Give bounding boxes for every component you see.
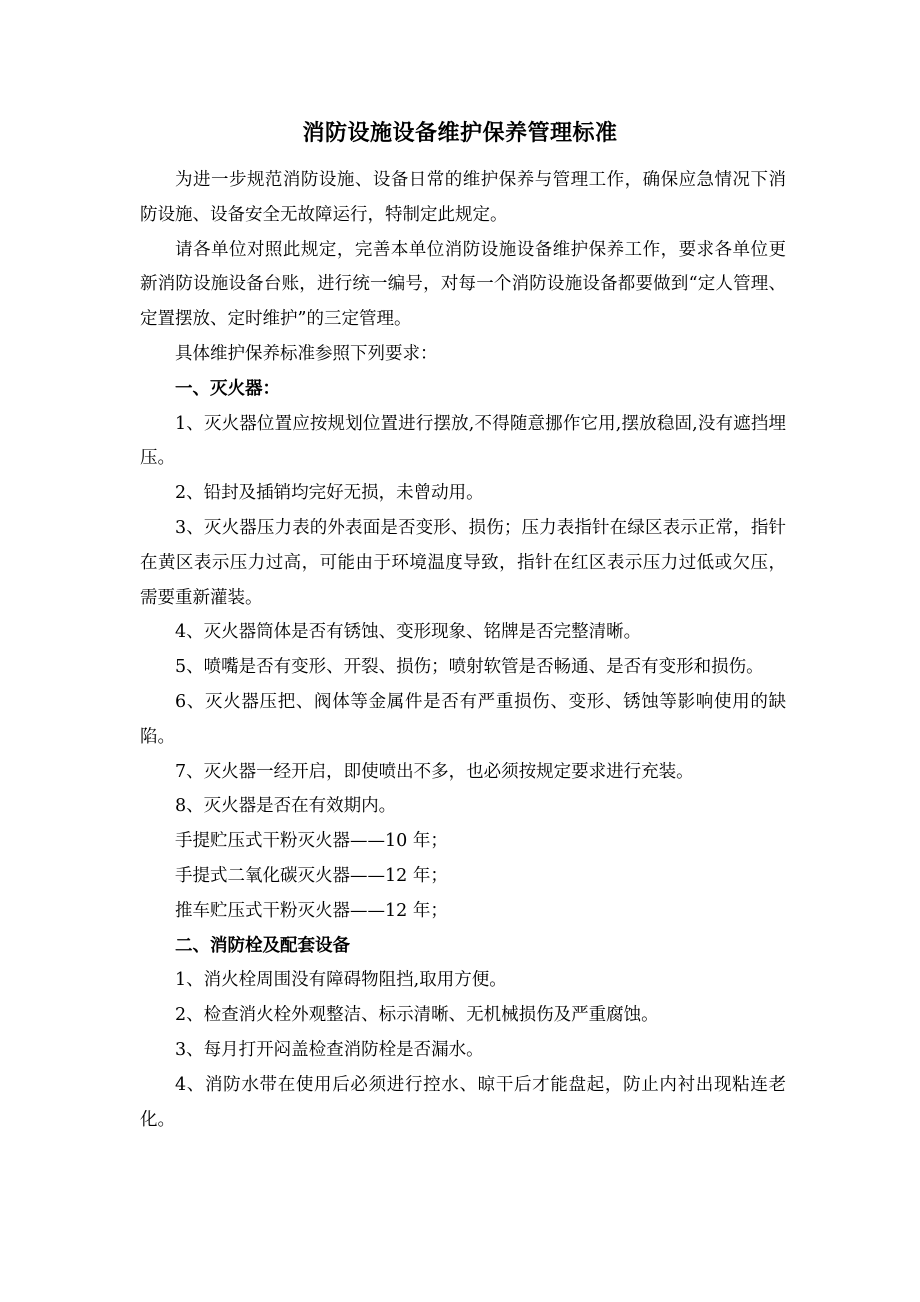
list-item: 6、灭火器压把、阀体等金属件是否有严重损伤、变形、锈蚀等影响使用的缺陷。 bbox=[140, 691, 786, 747]
document-body bbox=[140, 163, 786, 1137]
list-item: 1、消火栓周围没有障碍物阻挡,取用方便。 bbox=[175, 970, 507, 991]
intro-paragraph-1: 为进一步规范消防设施、设备日常的维护保养与管理工作，确保应急情况下消防设施、设备安全无故障运行，特制定此规定。 bbox=[140, 170, 786, 225]
document-title: 消防设施设备维护保养管理标准 bbox=[302, 121, 618, 146]
list-item: 2、检查消火栓外观整洁、标示清晰、无机械损伤及严重腐蚀。 bbox=[175, 1005, 659, 1026]
list-item: 3、灭火器压力表的外表面是否变形、损伤；压力表指针在绿区表示正常，指针在黄区表示压力过高，可能由于环境温度导致，指针在红区表示压力过低或欠压，需要重新灌装。 bbox=[140, 517, 786, 608]
list-item: 3、每月打开闷盖检查消防栓是否漏水。 bbox=[175, 1039, 484, 1060]
list-item: 1、灭火器位置应按规划位置进行摆放,不得随意挪作它用,摆放稳固,没有遮挡埋压。 bbox=[140, 413, 786, 469]
section-heading-hydrants: 二、消防栓及配套设备 bbox=[175, 935, 350, 956]
list-item: 8、灭火器是否在有效期内。 bbox=[175, 796, 397, 817]
list-item: 4、消防水带在使用后必须进行控水、晾干后才能盘起，防止内衬出现粘连老化。 bbox=[140, 1074, 786, 1130]
intro-paragraph-2: 请各单位对照此规定，完善本单位消防设施设备维护保养工作，要求各单位更新消防设施设备台账，进行统一编号，对每一个消防设施设备都要做到“定人管理、定置摆放、定时维护”的三定管理。 bbox=[140, 239, 786, 330]
validity-item: 手提式二氧化碳灭火器——12 年； bbox=[175, 865, 448, 886]
list-item: 2、铅封及插销均完好无损，未曾动用。 bbox=[175, 483, 484, 504]
intro-paragraph-3: 具体维护保养标准参照下列要求： bbox=[175, 343, 438, 364]
list-item: 4、灭火器筒体是否有锈蚀、变形现象、铭牌是否完整清晰。 bbox=[175, 622, 642, 643]
validity-item: 推车贮压式干粉灭火器——12 年； bbox=[175, 900, 448, 921]
section-heading-extinguishers: 一、灭火器： bbox=[175, 378, 280, 399]
list-item: 7、灭火器一经开启，即使喷出不多，也必须按规定要求进行充装。 bbox=[175, 761, 694, 782]
list-item: 5、喷嘴是否有变形、开裂、损伤；喷射软管是否畅通、是否有变形和损伤。 bbox=[175, 657, 764, 678]
validity-item: 手提贮压式干粉灭火器——10 年； bbox=[175, 831, 448, 852]
